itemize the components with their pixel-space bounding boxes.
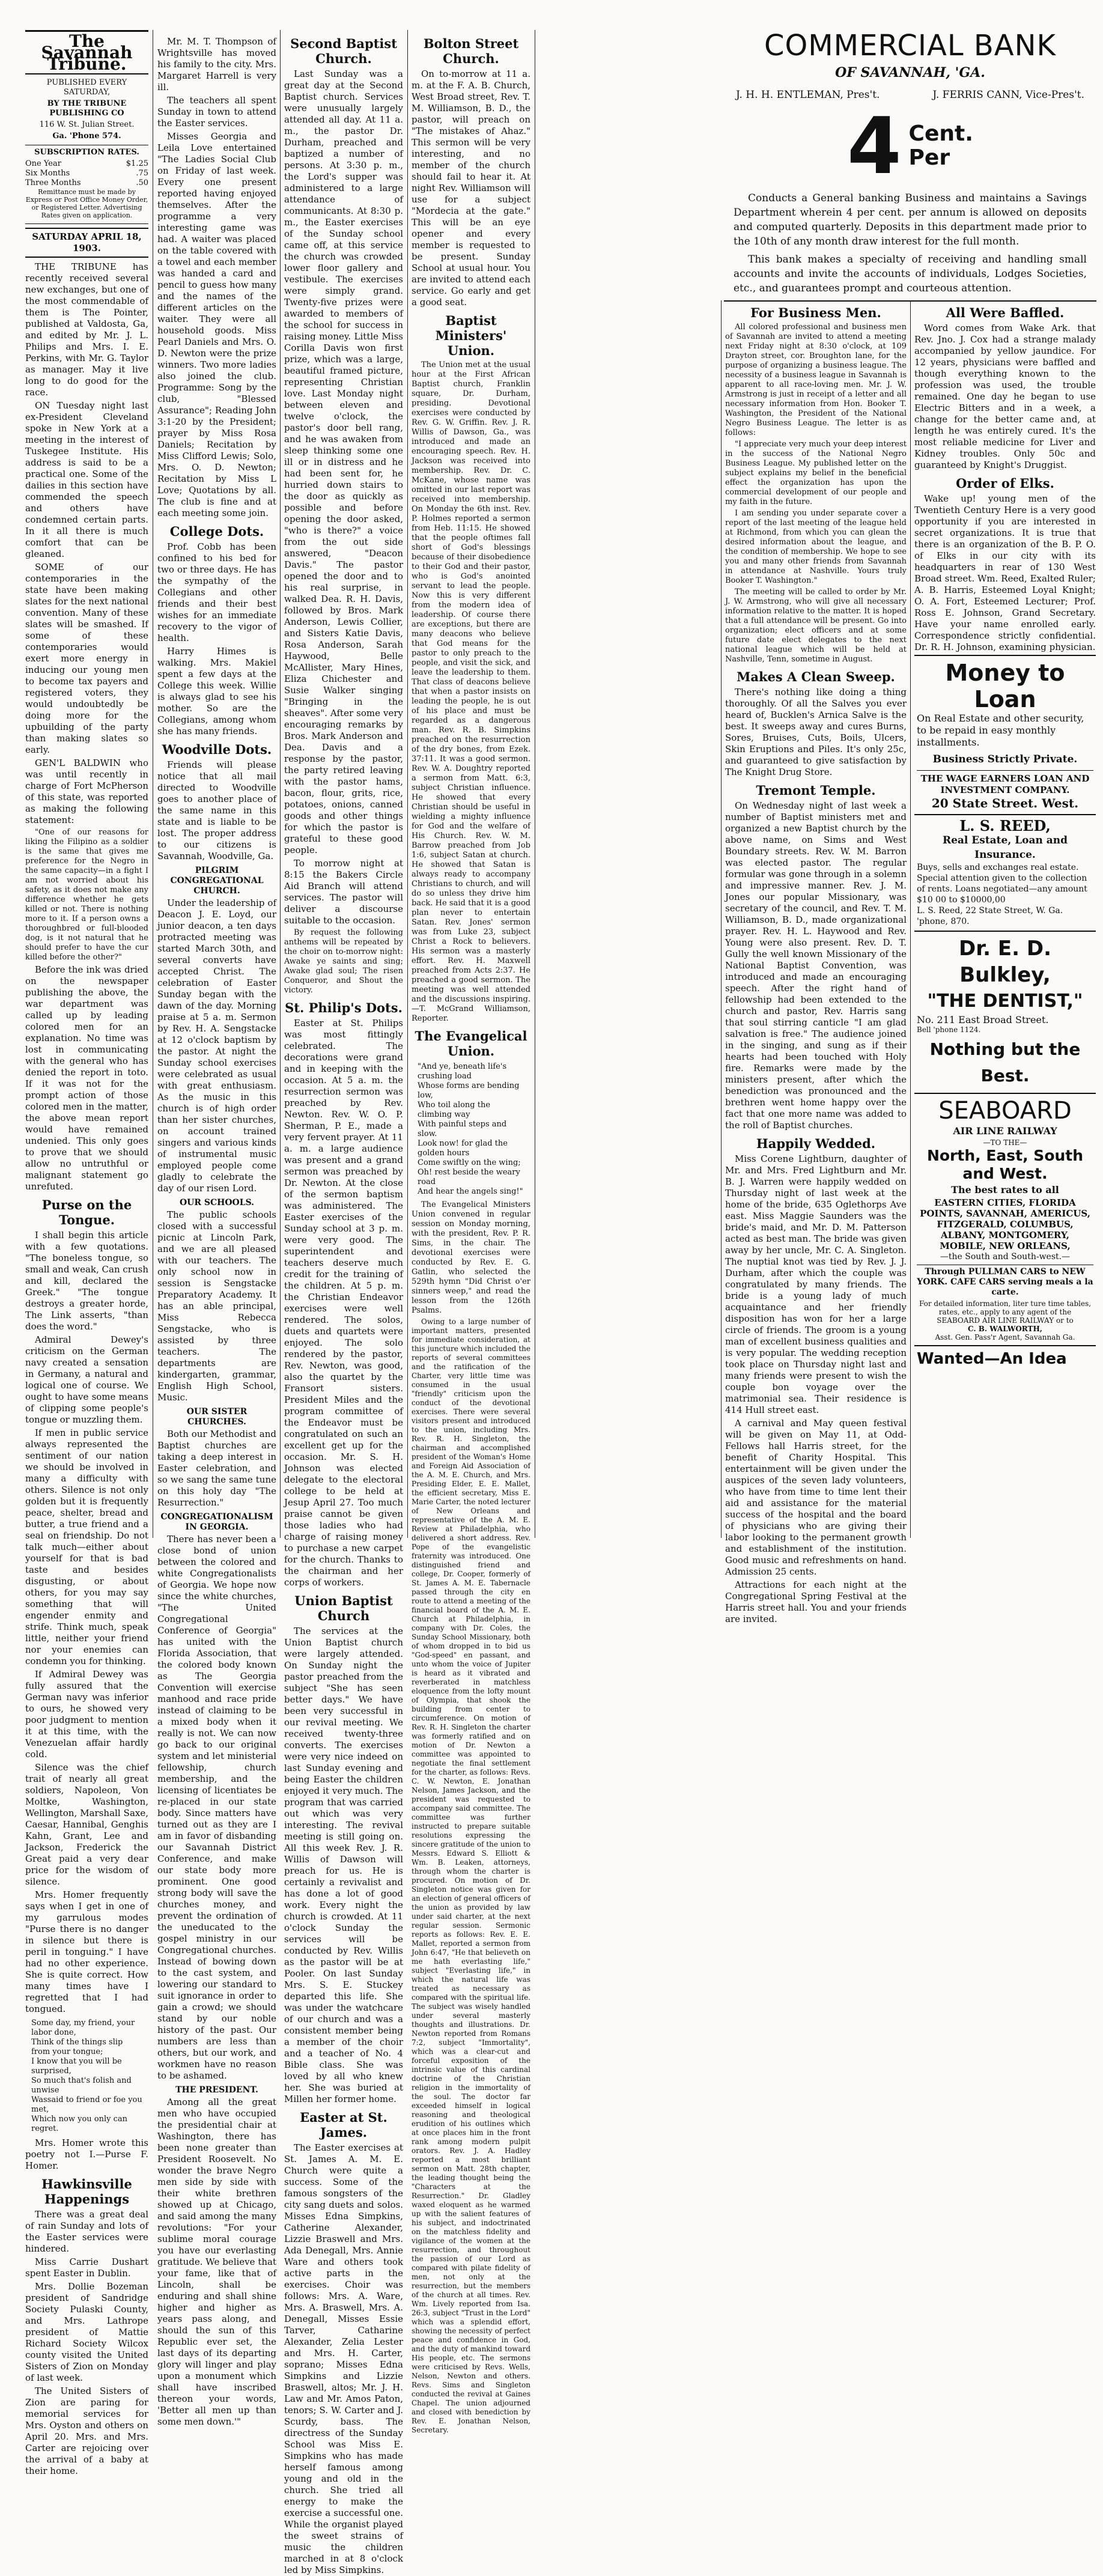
- paragraph: The teachers all spent Sunday in town to attend the Easter services.: [157, 95, 276, 129]
- loan-ad: [914, 655, 1096, 814]
- seaboard-info: For detailed information, liter ture time tables, rates, etc., apply to any agent of the SEABOARD AIR LINE RAILWAY or to: [919, 1299, 1092, 1325]
- wanted-ad: [914, 1345, 1096, 1372]
- headline: For Business Men.: [750, 305, 881, 320]
- bulkley-name: Dr. E. D. Bulkley,: [958, 937, 1051, 987]
- subscription-label: Three Months: [25, 178, 81, 187]
- bank-president: J. H. H. ENTLEMAN, Pres't.: [736, 89, 880, 101]
- paragraph: Admiral Dewey's criticism on the German navy created a sensation in Germany, a natural and logical one of course. We ought to have some means of clipping some people's tongue or muzzling them.: [25, 1334, 148, 1425]
- paragraph: The United Sisters of Zion are paring for memorial services for Mrs. Oyston and others on April 20. Mrs. and Mrs. Carter are rejoicing over the arrival of a baby at their home.: [25, 2386, 148, 2476]
- masthead-phone: Ga. 'Phone 574.: [52, 132, 121, 141]
- paragraph: There was a great deal of rain Sunday and lots of the Easter services were hindered.: [25, 2209, 148, 2254]
- paragraph: "I appreciate very much your deep interest in the success of the National Negro Business League. My published letter on the subject explains my belief in the beneficial effect the organization has upon the commercial development of our people and my faith in the future.: [725, 440, 907, 506]
- subheading: THE PRESIDENT.: [175, 2085, 258, 2095]
- loan-company: THE WAGE EARNERS LOAN AND INVESTMENT COMPANY.: [917, 770, 1093, 796]
- reed-address: L. S. Reed, 22 State Street, W. Ga. 'phone, 870.: [917, 906, 1063, 926]
- seaboard-rates: The best rates to all: [951, 1184, 1059, 1195]
- reed-title: Real Estate, Loan and Insurance.: [942, 834, 1068, 861]
- poem-line: "And ye, beneath life's crushing load: [418, 1062, 507, 1081]
- paragraph: SOME of our contemporaries in the state have been making slates for the next national convention. Many of these slates will be smashed. If some of these contemporaries would exert more energy in inducing our young men to become tax payers and registered voters, they would undoubtedly be doing more for the upbuilding of the party than making slates so early.: [25, 562, 148, 755]
- subscription-row: [25, 159, 148, 169]
- poem-line: So much that's folish and unwise: [31, 2076, 132, 2095]
- seaboard-ad: [914, 1093, 1096, 1345]
- poem-line: Think of the things slip from your tongue;: [31, 2038, 123, 2056]
- bank-vice-president: J. FERRIS CANN, Vice-Pres't.: [932, 89, 1084, 101]
- column-rule: [407, 30, 408, 1538]
- paragraph: Conducts a General banking Business and maintains a Savings Department wherein 4 per cent. per annum is allowed on deposits and computed quarterly. Deposits in this department made prior to the 10th of any month draw interest for the full month.: [734, 192, 1087, 248]
- subscription-label: One Year: [25, 159, 61, 168]
- paragraph: Easter at St. Philips was most fittingly celebrated. The decorations were grand and in keeping with the occasion. At 5 a. m. the resurrection sermon was preached by Rev. Newton. Rev. W. O. P. Sherman, P. E., made a very fervent prayer. At 11 a. m. a large audience was present and a grand sermon was preached by Dr. Newton. At the close of the sermon baptism was administered. The Easter exercises of the Sunday school at 3 p. m. were very good. The superintendent and teachers deserve much credit for the training of the children. At 5 p. m. the Christian Endeavor exercises were well rendered. The solos, duets and quartets were enjoyed. The solo rendered by the pastor, Rev. Newton, was good, also the quartet by the Fransort sisters. President Miles and the program committee of the Endeavor must be congratulated on such an excellent get up for the occasion. Mr. S. H. Johnson was elected delegate to the electoral college to be held at Jesup April 27. Too much praise cannot be given those ladies who had charge of raising money to purchase a new carpet for the church. Thanks to the chairman and her corps of workers.: [284, 1018, 403, 1588]
- headline: Bolton Street Church.: [423, 36, 519, 66]
- loan-text: On Real Estate and other security, to be repaid in easy monthly installments.: [917, 712, 1084, 748]
- seaboard-name: SEABOARD: [938, 1097, 1072, 1125]
- paragraph: Mrs. Dollie Bozeman president of Sandridge Society Pulaski County, and Mrs. Lathrope president of Mattie Richard Society Wilcox county visited the United Sisters of Zion on Monday of last week.: [25, 2281, 148, 2383]
- paragraph: Last Sunday was a great day at the Second Baptist church. Services were unusually largely attended all day. At 11 a. m., the pastor Dr. Durham, preached and baptized a number of persons. At 3:30 p. m., the Lord's supper was administered to a large attendance of communicants. At 8:30 p. m., the Easter exercises of the Sunday school came off, at this service the church was crowded lower floor gallery and vestibule. The exercises were simply grand. Twenty-five prizes were awarded to members of the school for success in raising money. Little Miss Corilla Davis won first prize, which was a large, beautiful framed picture, representing Christian love. Last Monday night between eleven and twelve o'clock, the pastor's door bell rang, and he was awaken from sleep thinking some one ill or in distress and he had been sent for, he hurried down stairs to the door as quickly as possible and before opening the door asked, "who is there?" a voice from the out side answered, "Deacon Davis." The pastor opened the door and to his real surprise, in walked Dea. R. H. Davis, followed by Bros. Mark Anderson, Lewis Collier, and Sisters Katie Davis, Rosa Anderson, Sarah Haywood, Belle McAllister, Mary Hines, Eliza Chichester and Susie Walker singing "Bringing in the sheaves". After some very encouraging remarks by Bros. Mark Anderson and Dea. Davis and a response by the pastor, the party retired leaving with the pastor hams, bacon, flour, grits, rice, potatoes, onions, canned goods and other things for which the pastor is grateful to these good people.: [284, 68, 403, 855]
- paragraph: A carnival and May queen festival will be given on May 11, at Odd-Fellows hall Harris street, for the benefit of Charity Hospital. This entertainment will be given under the auspices of the seven lady volunteers, who have from time to time lent their aid and assistance for the material success of the hospital and the board of physicians who are giving their labor looking to the permanent growth and establishment of the institution. Good music and refreshments on hand. Admission 25 cents.: [725, 1418, 907, 1577]
- bulkley-phone: Bell 'phone 1124.: [917, 1025, 981, 1034]
- paragraph: There's nothing like doing a thing thoroughly. Of all the Salves you ever heard of, Bucklen's Arnica Salve is the best. It sweeps away and cures Burns, Sores, Bruises, Cuts, Boils, Ulcers, Skin Eruptions and Piles. It's only 25c, and guaranteed to give satisfaction by The Knight Drug Store.: [725, 687, 907, 777]
- paragraph: Under the leadership of Deacon J. E. Loyd, our junior deacon, a ten days protracted meeting was started March 30th, and several converts have accepted Christ. The celebration of Easter Sunday began with the dawn of the day. Morning praise at 5 a. m. Sermon by Rev. H. A. Sengstacke at 12 o'clock baptism by the pastor. At night the Sunday school exercises were celebrated as usual with great enthusiasm. As the music in this church is of high order than her sister churches, on account trained singers and various kinds of instrumental music employed people come gladly to celebrate the day of our risen Lord.: [157, 898, 276, 1194]
- paragraph: Owing to a large number of important matters, presented for immediate consideration, at this juncture which included the reports of several committees and the ratification of the Charter, very little time was consumed in the usual "friendly" criticism upon the conduct of the devotional exercises. There were several visitors present and introduced to the union, including Mrs. Rev. R. H. Singleton, the chairman and accomplished president of the Woman's Home and Foreign Aid Association of the A. M. E. Church, and Mrs. Presiding Elder, E. E. Mallet, the efficient secretary, Miss E. Marie Carter, the noted lecturer of New Orleans and representative of the A. M. E. Review at Philadelphia, who delivered a short address. Rev. Pope of the evangelistic fraternity was introduced. One distinguished friend and college, Dr. Cooper, formerly of St. James A. M. E. Tabernacle passed through the city en route to attend a meeting of the financial board of the A. M. E. Church at Philadelphia, in company with Dr. Coles, the Sunday School Missionary, both of whom dropped in to bid us "God-speed" en passant, and unto whom the voice of Jupiter is heard as it vibrated and reverberated in matchless eloquence from the lofty mount of Olympia, that shook the building from center to circumference. On motion of Rev. R. H. Singleton the charter was formerly ratified and on motion of Dr. Newton a committee was appointed to negotiate the final settlement for the charter, as follows: Revs. C. W. Newton, E. Jonathan Nelson, James Jackson, and the president was requested to accompany said committee. The committee was further instructed to prepare suitable resolutions expressing the sincere gratitude of the union to Messrs. Edward S. Elliott & Wm. B. Leaken, attorneys, through whom the charter is procured. On motion of Dr. Singleton notice was given for an election of general officers of the union as provided by law under said charter, at the next regular session. Sermonic reports as follows: Rev. E. E. Mallet, reported a sermon from John 6:47, "He that believeth on me hath everlasting life," subject "Everlasting life," in which the natural life was treated as necessary as compared with the spiritual life. The subject was wisely handled under several masterly thoughts and illustrations. Dr. Newton reported from Romans 7:2, subject "Immortality", which was a clear-cut and forceful exposition of the intrinsic value of this cardinal doctrine of the Christian religion in the immortality of the soul. The doctor far exceeded himself in logical reasoning and theological erudition of his outlines which at once places him in the front rank among modern pulpit orators. Rev. J. A. Hadley reported a most brilliant sermon on Matt. 28th chapter, the leading thought being the "Characters at the Resurrection." Dr. Gladley waxed eloquent as he warmed up with the salient features of his subject, and indoctrinated on the matchless fidelity and vigilance of the women at the resurrection, and throughout the passion of our Lord as compared with pilate fidelity of men, not only at the resurrection, but the members of the church at all times. Rev. Wm. Lively reported from Isa. 26:3, subject "Trust in the Lord" which was a splendid effort, showing the necessity of perfect peace and confidence in God, and the duty of mankind toward His people, etc. The sermons were criticised by Revs. Wells, Nelson, Newton and others. Revs. Sims and Singleton conducted the revival at Gaines Chapel. The union adjourned and closed with benediction by Rev. E. Jonathan Nelson, Secretary.: [412, 1317, 530, 2434]
- paragraph: Silence was the chief trait of nearly all great soldiers, Napoleon, Von Moltke, Washington, Wellington, Marshall Saxe, Caesar, Hannibal, Genghis Kahn, Grant, Lee and Jackson, Frederick the Great paid a very dear price for the wisdom of silence.: [25, 1762, 148, 1887]
- paragraph: Misses Georgia and Leila Love entertained "The Ladies Social Club on Friday of last week. Every one present reported having enjoyed themselves. After the programme a very interesting game was had. A waiter was placed on the table covered with a towel and each member was handed a card and pencil to guess how many and the names of the different articles on the waiter. They were all household goods. Miss Pearl Daniels and Mrs. O. D. Newton were the prize winners. Two more ladies also joined the club. Programme: Song by the club, "Blessed Assurance"; Reading John 3:1-20 by the President; prayer by Miss Rosa Daniels; Recitation by Miss Clifford Lewis; Solo, Mrs. O. D. Newton; Recitation by Miss L Love; Quotations by all. The club is fine and at each meeting some join.: [157, 131, 276, 518]
- headline: Purse on the Tongue.: [41, 1197, 132, 1227]
- bank-officers: [736, 89, 1084, 101]
- reed-text: Buys, sells and exchanges real estate. Special attention given to the collection of rents. Loans negotiated—any amount $10 00 to $10000,00: [917, 863, 1087, 905]
- paragraph: On to-morrow at 11 a. m. at the F. A. B. Church, West Broad street, Rev. T. M. Williamson, B. D., the pastor, will preach on "The mistakes of Ahaz." This sermon will be very interesting, and no member of the church should fail to hear it. At night Rev. Williamson will use for a subject "Mordecia at the gate." This will be an eye opener and every member is requested to be present. Sunday School at usual hour. You are invited to attend each service. Go early and get a good seat.: [412, 68, 530, 308]
- headline: Woodville Dots.: [162, 742, 272, 757]
- seaboard-pullman: Through PULLMAN CARS to NEW YORK. CAFE CARS serving meals a la carte.: [917, 1265, 1093, 1298]
- paragraph: The Easter exercises at St. James A. M. E. Church were quite a success. Some of the famous songsters of the city sang duets and solos. Misses Edna Simpkins, Catherine Alexander, Lizzie Braswell and Mrs. Ada Denegall, Mrs. Annie Ware and others took active parts in the exercises. Choir was follows: Mrs. A. Ware, Mrs. A. Braswell, Mrs. A. Denegall, Misses Essie Tarver, Catharine Alexander, Zelia Lester and Mrs. H. Carter, soprano; Misses Edna Simpkins and Lizzie Braswell, altos; Mr. J. H. Law and Mr. Amos Paton, tenors; S. W. Carter and J. Scurdy, bass. The directress of the Sunday School was Miss E. Simpkins who has made herself famous among young and old in the church. She tried all energy to make the exercise a successful one. While the organist played the sweet strains of music the children marched in at 8 o'clock led by Miss Simpkins.: [284, 2142, 403, 2575]
- paragraph: I shall begin this article with a few quotations. "The boneless tongue, so small and weak, Can crush and kill, declared the Greek." "The tongue destroys a greater horde, The Link asserts, "than does the word.": [25, 1230, 148, 1332]
- seaboard-directions: North, East, South and West.: [926, 1147, 1084, 1182]
- poem-line: Look now! for glad the golden hours: [418, 1139, 508, 1158]
- headline: College Dots.: [169, 524, 264, 539]
- bulkley-address: No. 211 East Broad Street.: [917, 1014, 1049, 1025]
- paragraph: On Wednesday night of last week a number of Baptist ministers met and organized a new Baptist church by the above name, on Sims and West Boundary streets. Rev. W. M. Barron was elected pastor. The regular formular was gone through in a solemn and impressive manner. Rev. J. M. Jones our popular Missionary, was secretary of the council, and Rev. T. M. Williamson, B. D., made organizational prayer. Rev. H. L. Haywood and Rev. Young were also present. Rev. D. T. Gully the well known Missionary of the National Baptist Convention, was introduced and made an encouraging speech. After the right hand of fellowship had been extended to the church and pastor, Rev. Harris sang that soul stirring canticle "I am glad salvation is free." The audience joined in the singing, and sung as if their hearts had been touched with Holy fire. Remarks were made by the ministers present, after which the benediction was pronounced and the brethren went home happy over the fact that one more name was added to the roll of Baptist churches.: [725, 800, 907, 1131]
- paragraph: Wake up! young men of the Twentieth Century Here is a very good opportunity if you are interested in secret organizations. It is true that there is an organization of the B. P. O. of Elks in our city with its headquarters in rear of 130 West Broad street. Wm. Reed, Exalted Ruler; A. B. Harris, Esteemed Loyal Knight; O. A. Fort, Esteemed Lecturer; Prof. Ross E. Johnson, Grand Secretary. Have your name enrolled early. Correspondence strictly confidential. Dr. R. H. Johnson, examining physician.: [914, 493, 1096, 652]
- subscription-row: [25, 178, 148, 188]
- bank-city: OF SAVANNAH, 'GA.: [835, 65, 985, 80]
- paragraph: Mrs. Homer frequently says when I get in one of my garrulous modes "Purse there is no danger in silence but there is peril in tonguing." I have had no other experience. She is quite correct. How many times have I regretted that I had tongued.: [25, 1889, 148, 2014]
- paragraph: Mrs. Homer wrote this poetry not I.—Purse F. Homer.: [25, 2137, 148, 2171]
- headline: The Evangelical Union.: [415, 1028, 527, 1059]
- subscription-row: [25, 169, 148, 178]
- seaboard-sub: AIR LINE RAILWAY: [953, 1125, 1057, 1137]
- loan-title: Money to Loan: [945, 660, 1065, 712]
- paragraph: There has never been a close bond of union between the colored and white Congregationalists of Georgia. We hope now since the white churches, "The United Congregational Conference of Georgia" has united with the Florida Association, that the colored body known as The Georgia Convention will exercise manhood and race pride instead of claiming to be a mixed body when it really is not. We can now go back to our original system and let ministerial fellowship, church membership, and the licensing of licentiates be re-placed in our state body. Since matters have turned out as they are I am in favor of disbanding our Savannah District Conference, and make our state body more prominent. One good strong body will save the churches money, and prevent the ordination of the uneducated to the gospel ministry in our Congregational churches. Instead of bowing down to the cast system, and lowering our standard to suit ignorance in order to gain a crowd; we should stand by our noble history of the past. Our numbers are less than others, but our work, and workmen have no reason to be ashamed.: [157, 1534, 276, 2081]
- paragraph: The Union met at the usual hour at the First African Baptist church, Franklin square, Dr. Durham, presiding. Devotional exercises were conducted by Rev. G. W. Griffin. Rev. J. R. Willis of Dawson, Ga., was introduced and made an encouraging speech. Rev. H. Jackson was received into membership. Rev. Dr. C. McKane, whose name was omitted in our last report was received into membership. On Monday the 6th inst. Rev. P. Holmes reported a sermon from Heb. 11:15. He showed that the people oftimes fall short of God's blessings because of their disobedience to their God and their pastor, who is God's anointed servant to lead the people. Now this is very different from the modern idea of leadership. Of course there are exceptions, but there are many deacons who believe that God means for the pastor to only preach to the people, and visit the sick, and leave the leadership to them. That class of deacons believe that when a pastor insists on leading the people, he is out of his place and must be regarded as a dangerous man. Rev. R. B. Simpkins preached on the resurrection of the dry bones, from Ezek. 37:11. It was a good sermon. Rev. W. A. Doughtry reported a sermon from Matt. 6:3, subject Christian influence. He showed that every Christian should be useful in wielding a mighty influence for God and the welfare of His Church. Rev. W. M. Barrow preached from Job 1:6, subject Satan at church. He showed that Satan is always ready to accompany Christians to church, and will do so unless they drive him back. He said that it is a good plan never to entertain Satan. Rev. Jones' sermon was from Luke 23, subject Christ a Rock to believers. His sermon was a masterly effort. Rev. H. Maxwell preached from Acts 2:37. He preached a good sermon. The meeting was well attended and the discussions inspiring.—T. McGrand Williamson, Reporter.: [412, 360, 530, 1023]
- paragraph: THE TRIBUNE has recently received several new exchanges, but one of the most commendable of them is The Pointer, published at Valdosta, Ga, and edited by Mr. J. L. Philips and Mrs. I. E. Perkins, with Mr. G. Taylor as manager. May it live long to do good for the race.: [25, 261, 148, 398]
- paragraph: The Evangelical Ministers Union convened in regular session on Monday morning, with the president, Rev. P. R. Sims, in the chair. The devotional exercises were conducted by Rev. E. G. Gatlin, who selected the 529th hymn "Did Christ o'er sinners weep," and read the lesson from the 126th Psalms.: [412, 1200, 530, 1315]
- commercial-bank-ad: [724, 24, 1096, 302]
- headline: Order of Elks.: [956, 476, 1054, 491]
- column-2: [157, 36, 276, 2427]
- subheading: OUR SISTER CHURCHES.: [186, 1407, 248, 1427]
- headline: Second Baptist Church.: [290, 36, 397, 66]
- column-rule: [721, 300, 722, 1538]
- poem-line: Oh! rest beside the weary road: [418, 1168, 520, 1186]
- masthead-title: The Savannah Tribune.: [25, 30, 148, 74]
- subscription-rates: [25, 145, 148, 224]
- subheading: PILGRIM CONGREGATIONAL CHURCH.: [170, 866, 264, 896]
- paragraph: If Admiral Dewey was fully assured that the German navy was inferior to ours, he showed very poor judgment to mention it at this time, with the Venezuelan affair hardly cold.: [25, 1669, 148, 1760]
- poem-line: Come swiftly on the wing;: [418, 1158, 521, 1167]
- poem-line: And hear the angels sing!": [418, 1187, 523, 1196]
- walworth-title: Asst. Gen. Pass'r Agent, Savannah Ga.: [935, 1333, 1075, 1341]
- rate-unit-cent: Cent.: [908, 121, 973, 146]
- paragraph: ON Tuesday night last ex-President Cleveland spoke in New York at a meeting in the interest of Tuskegee Institute. His address is said to be a practical one. Some of the dailies in this section have commended the speech and others have condemned certain parts. In it all there is much comfort that can be gleaned.: [25, 400, 148, 559]
- remittance-note: Remittance must be made by Express or Post Office Money Order, or Registered Letter. Advertising Rates given on application.: [25, 188, 148, 219]
- paragraph: Miss Carrie Dushart spent Easter in Dublin.: [25, 2256, 148, 2279]
- column-rule: [280, 30, 281, 1538]
- headline: All Were Baffled.: [946, 305, 1065, 320]
- paragraph: Before the ink was dried on the newspaper publishing the above, the war department was called up by leading colored men for an explanation. No time was lost in communicating with the general who has denied the report in toto. If it was not for the prompt action of those colored men in the matter, the above mean report would have remained undenied. This only goes to prove that we should allow no untruthful or malignant statement go unrefuted.: [25, 964, 148, 1192]
- poem-line: Some day, my friend, your labor done,: [31, 2019, 135, 2037]
- subheading: CONGREGATIONALISM IN GEORGIA.: [160, 1512, 273, 1532]
- column-4: [412, 36, 530, 2434]
- paragraph: Both our Methodist and Baptist churches are taking a deep interest in Easter celebration, and so we sang the same tune on this holy day "The Resurrection.": [157, 1429, 276, 1508]
- loan-address: 20 State Street. West.: [931, 796, 1079, 810]
- paragraph: Word comes from Wake Ark. that Rev. Jno. J. Cox had a strange malady accompanied by yellow jaundice. For 12 years, physicians were baffled and though everything known to the profession was used, the trouble remained. One day he began to use Electric Bitters and in a week, a change for the better came and, at length he was entirely cured. It's the most reliable medicine for Liver and Kidney troubles. Only 50c and guaranteed by Knight's Druggist.: [914, 323, 1096, 470]
- paragraph: This bank makes a specialty of receiving and handling small accounts and invite the accounts of individuals, Lodges Societies, etc., and guarantees prompt and courteous attention.: [734, 254, 1087, 294]
- paragraph: All colored professional and business men of Savannah are invited to attend a meeting next Friday night at 8:30 o'clock, at 109 Drayton street, cor. Broughton lane, for the purpose of organizing a business league. The necessity of a business league in Savannah is apparent to all race-loving men. Mr. J. W. Armstrong is just in receipt of a letter and all necessary information from Hon. Booker T. Washington, the President of the National Negro Business League. The letter is as follows:: [725, 323, 907, 437]
- reed-name: L. S. REED,: [959, 817, 1051, 834]
- paragraph: Among all the great men who have occupied the presidential chair at Washington, there has been none greater than President Roosevelt. No wonder the brave Negro men side by side with their white brethren showed up at Chicago, and said among the many revolutions: "For your sublime moral courage you have our everlasting gratitude. We believe that your fame, like that of Lincoln, shall be enduring and shall shine higher and higher as years pass along, and should the sun of this Republic ever set, the last days of its departing glory will linger and play upon a monument which shall have inscribed thereon your words, 'Better all men up than some men down.'": [157, 2097, 276, 2427]
- subscription-label: Six Months: [25, 169, 70, 178]
- column-3: [284, 36, 403, 2575]
- column-6: [914, 305, 1096, 1537]
- headline: Baptist Ministers' Union.: [435, 313, 507, 358]
- paragraph: If men in public service always represented the sentiment of our nation we should be involved in many a difficulty with others. Silence is not only golden but it is frequently peace, shelter, bread and butter, a true friend and a seal on friendship. Do not talk much—either about yourself for that is bad taste and besides disgusting, or about others, for you may say something that will engender enmity and strife. Think much, speak little, neither your friend nor your enemies can condemn you for thinking.: [25, 1427, 148, 1666]
- column-1: [25, 30, 148, 2476]
- subscription-price: .75: [136, 169, 148, 178]
- paragraph: Attractions for each night at the Congregational Spring Festival at the Harris street hall. You and your friends are invited.: [725, 1579, 907, 1624]
- paragraph: GEN'L BALDWIN who was until recently in charge of Fort McPherson of this state, was reported as making the following statement:: [25, 758, 148, 825]
- headline: St. Philip's Dots.: [285, 1000, 403, 1015]
- poem-line: Whose forms are bending low,: [418, 1081, 520, 1100]
- headline: Easter at St. James.: [300, 2110, 387, 2140]
- paragraph: To morrow night at 8:15 the Bakers Circle Aid Branch will attend services. The pastor will deliver a discourse suitable to the occasion.: [284, 858, 403, 926]
- seaboard-southwest: —the South and South-west.—: [940, 1252, 1071, 1262]
- paragraph: The meeting will be called to order by Mr. J. W. Armstrong, who will give all necessary information relative to the matter. It is hoped that a full attendance will be present. Go into organization; elect officers and at some future date elect delegates to the next national league which will be held at Nashville, Tenn, sometime in August.: [725, 588, 907, 664]
- paragraph: Friends will please notice that all mail directed to Woodville goes to another place of the same name in this state and is liable to be lost. The proper address to our citizens is Savannah, Woodville, Ga.: [157, 759, 276, 861]
- bulkley-best: Nothing but the Best.: [929, 1039, 1081, 1086]
- bank-name: COMMERCIAL BANK: [764, 29, 1057, 62]
- bank-description: [734, 191, 1087, 296]
- subheading: OUR SCHOOLS.: [179, 1198, 255, 1208]
- bulkley-ad: [914, 931, 1096, 1093]
- masthead-publisher: BY THE TRIBUNE PUBLISHING CO: [47, 99, 127, 118]
- headline: Union Baptist Church: [294, 1593, 393, 1623]
- poem-line: I know that you will be surprised,: [31, 2057, 122, 2076]
- paragraph: The services at the Union Baptist church were largely attended. On Sunday night the pastor preached from the subject "She has seen better days." We have been very successful in our revival meeting. We received twenty-three converts. The exercises were very nice indeed on last Sunday evening and being Easter the children enjoyed it very much. The program that was carried out which was very interesting. The revival meeting is still going on. All this week Rev. J. R. Willis of Dawson will preach for us. He is certainly a revivalist and has done a lot of good work. Every night the church is crowded. At 11 o'clock Sunday the services will be conducted by Rev. Willis as the pastor will be at Pooler. On last Sunday Mrs. S. E. Stuckey departed this life. She was under the watchcare of our church and was a consistent member being a member of the choir and a teacher of No. 4 Bible class. She was loved by all who knew her. She was buried at Millen her former home.: [284, 1626, 403, 2104]
- seaboard-cities: EASTERN CITIES, FLORIDA POINTS, SAVANNAH, AMERICUS, FITZGERALD, COLUMBUS, ALBANY, MONTGOMERY, MOBILE, NEW ORLEANS,: [920, 1197, 1090, 1251]
- poem-line: Which now you only can regret.: [31, 2115, 128, 2133]
- quotation: "One of our reasons for liking the Filipino as a soldier is the same that gives me preference for the Negro in the same capacity—in a fight I am not worried about his safety, as it does not make any difference whether he gets killed or not. There is nothing more to it. If a person owns a thoroughbred or full-blooded dog, is it not natural that he should prefer to have the cur killed before the other?": [25, 828, 148, 962]
- column-5: [725, 305, 907, 1624]
- reed-ad: [914, 814, 1096, 931]
- rate-number: 4: [847, 100, 902, 192]
- poem-line: With painful steps and slow.: [418, 1120, 507, 1138]
- poem-line: Who toil along the climbing way: [418, 1101, 491, 1119]
- issue-date: SATURDAY APRIL 18, 1903.: [25, 228, 148, 258]
- rate-unit-per: Per: [908, 145, 950, 170]
- paragraph: Miss Corene Lightburn, daughter of Mr. and Mrs. Fred Lightburn and Mr. B. J. Warren were happily wedded on Thursday night of last week at the home of the bride, 635 Oglethorps Ave east. Miss Maggie Saunders was the bride's maid, and Mr. D. M. Patterson acted as best man. The bride was given away by her uncle, Mr. C. A. Singleton. The nuptial knot was tied by Rev. J. J. Durham, after which the couple was congratulated by many friends. The bride is a young lady of much acquaintance and her friendly disposition has won for her a large circle of friends. The groom is a young man of excellent business qualities and is very popular. The wedding reception took place on Thursday night last and many friends were present to wish the couple bon voyage over the matrimonial sea. Their residence is 414 Hull street east.: [725, 1153, 907, 1415]
- paragraph: Prof. Cobb has been confined to his bed for two or three days. He has the sympathy of the Collegians and other friends and their best wishes for an immediate recovery to the vigor of health.: [157, 541, 276, 643]
- subscription-title: SUBSCRIPTION RATES.: [34, 148, 139, 157]
- paragraph: Harry Himes is walking. Mrs. Makiel spent a few days at the College this week. Willie is always glad to see his mother. So are the Collegians, among whom she has many friends.: [157, 646, 276, 737]
- bulkley-title: "THE DENTIST,": [927, 991, 1083, 1012]
- masthead-published: PUBLISHED EVERY SATURDAY,: [46, 78, 127, 97]
- wanted-title: Wanted—An Idea: [917, 1350, 1067, 1368]
- masthead-address: 116 W. St. Julian Street.: [39, 120, 135, 129]
- loan-private: Business Strictly Private.: [932, 753, 1078, 765]
- headline: Tremont Temple.: [756, 783, 876, 798]
- subscription-price: $1.25: [126, 159, 148, 168]
- paragraph: Mr. M. T. Thompson of Wrightsville has moved his family to the city. Mrs. Margaret Harrell is very ill.: [157, 36, 276, 93]
- poem: [31, 2019, 142, 2134]
- rate-unit: [909, 122, 973, 170]
- poem-line: Wassaid to friend or foe you met,: [31, 2095, 142, 2114]
- headline: Happily Wedded.: [756, 1136, 876, 1151]
- column-rule: [910, 300, 911, 1538]
- subscription-price: .50: [136, 178, 148, 187]
- paragraph: The public schools closed with a successful picnic at Lincoln Park, and we are all pleased with our teachers. The only school now in session is Sengstacke Preparatory Academy. It has an able principal, Miss Rebecca Sengstacke, who is assisted by three teachers. The departments are kindergarten, grammar, English High School, Music.: [157, 1209, 276, 1403]
- walworth-name: C. B. WALWORTH,: [968, 1325, 1042, 1333]
- headline: Makes A Clean Sweep.: [737, 669, 895, 684]
- seaboard-to: —TO THE—: [983, 1138, 1027, 1147]
- poem: [418, 1062, 524, 1197]
- headline: Hawkinsville Happenings: [41, 2177, 132, 2207]
- paragraph: By request the following anthems will be repeated by the choir on to-morrow night: Awake ye saints and sing; Awake glad soul; The risen Conqueror, and Shout the victory.: [284, 928, 403, 995]
- paragraph: I am sending you under separate cover a report of the last meeting of the league held at Richmond, from which you can glean the desired information about the league, and the condition of membership. We hope to see you and many other friends from Savannah in attendance at Nashville. Yours truly Booker T. Washington.": [725, 509, 907, 585]
- interest-rate: [724, 100, 1096, 192]
